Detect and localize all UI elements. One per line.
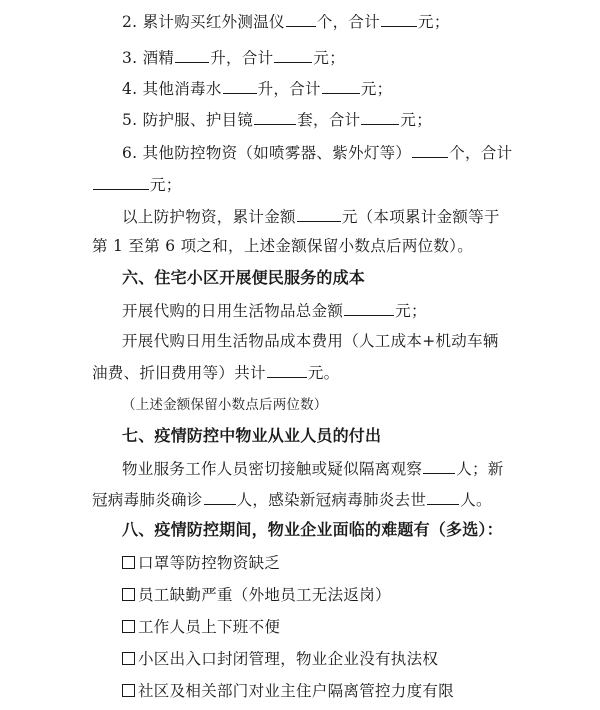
summary-label: 以上防护物资，累计金额 (122, 208, 296, 226)
section7-confirmed-label: 冠病毒肺炎确诊 (92, 491, 203, 509)
item-protective-suit-yuan: 元； (400, 111, 433, 129)
option-label: 小区出入口封闭管理，物业企业没有执法权 (138, 650, 439, 668)
item-protective-suit-unit: 套，合计 (297, 111, 361, 129)
item-alcohol (122, 47, 345, 68)
alcohol-volume-blank[interactable] (175, 47, 209, 63)
section6-cost-line-2 (92, 362, 339, 383)
item-disinfectant-label: 4. 其他消毒水 (122, 80, 222, 98)
summary-amount-blank[interactable] (297, 206, 341, 222)
section6-total-label: 开展代购的日用生活物品总金额 (122, 302, 344, 320)
checkbox[interactable] (122, 620, 135, 633)
other-supplies-count-blank[interactable] (412, 142, 448, 158)
thermometer-amount-blank[interactable] (381, 11, 417, 27)
section7-quarantine-label: 物业服务工作人员密切接触或疑似隔离观察 (122, 460, 423, 478)
section7-deceased-unit: 人。 (460, 491, 492, 509)
option-no-enforcement[interactable] (122, 649, 438, 669)
confirmed-count-blank[interactable] (204, 489, 236, 505)
checkbox[interactable] (122, 684, 135, 697)
summary-note-cont: 第 1 至第 6 项之和，上述金额保留小数点后两位数）。 (92, 237, 474, 255)
item-alcohol-unit: 升，合计 (210, 49, 274, 67)
option-label: 工作人员上下班不便 (138, 618, 281, 636)
section6-cost-yuan: 元。 (307, 364, 340, 382)
item-other-supplies (122, 142, 512, 163)
purchase-total-blank[interactable] (344, 300, 394, 316)
protective-suit-amount-blank[interactable] (361, 109, 399, 125)
alcohol-amount-blank[interactable] (274, 47, 312, 63)
section6-cost-line-1 (122, 331, 499, 351)
section7-line-2 (92, 489, 492, 510)
item-disinfectant (122, 78, 392, 99)
protective-suit-count-blank[interactable] (254, 109, 296, 125)
option-label: 社区及相关部门对业主住户隔离管控力度有限 (138, 682, 455, 700)
item-other-supplies-cont (92, 174, 182, 195)
checkbox[interactable] (122, 556, 135, 569)
checkbox[interactable] (122, 652, 135, 665)
section7-quarantine-unit: 人；新 (456, 460, 504, 478)
option-commute[interactable] (122, 617, 280, 637)
section7-line-1 (122, 458, 504, 479)
item-thermometer-yuan: 元； (418, 13, 450, 31)
summary-line-1 (122, 206, 500, 227)
item-thermometer-unit: 个，合计 (316, 13, 381, 31)
summary-note: 元（本项累计金额等于 (341, 208, 500, 226)
section6-title: 六、住宅小区开展便民服务的成本 (122, 268, 366, 287)
item-other-supplies-label: 6. 其他防控物资（如喷雾器、紫外灯等） (122, 144, 412, 162)
section7-title: 七、疫情防控中物业从业人员的付出 (122, 426, 382, 445)
summary-line-2 (92, 236, 473, 256)
item-thermometer (122, 11, 450, 32)
service-cost-blank[interactable] (267, 362, 307, 378)
checkbox[interactable] (122, 588, 135, 601)
option-mask-shortage[interactable] (122, 553, 280, 573)
section7-deceased-label: 人，感染新冠病毒肺炎去世 (236, 491, 427, 509)
section6-note: （上述金额保留小数点后两位数） (122, 397, 328, 413)
item-other-supplies-yuan: 元； (150, 176, 182, 194)
option-limited-control[interactable] (122, 681, 454, 701)
quarantine-count-blank[interactable] (423, 458, 455, 474)
section6-total-yuan: 元； (395, 302, 427, 320)
option-label: 口罩等防控物资缺乏 (138, 554, 281, 572)
disinfectant-volume-blank[interactable] (223, 78, 257, 94)
item-protective-suit-label: 5. 防护服、护目镜 (122, 111, 254, 129)
option-staff-absence[interactable] (122, 585, 391, 605)
deceased-count-blank[interactable] (427, 489, 459, 505)
section6-total (122, 300, 427, 321)
disinfectant-amount-blank[interactable] (322, 78, 360, 94)
item-thermometer-label: 2. 累计购买红外测温仪 (122, 13, 285, 31)
item-disinfectant-yuan: 元； (360, 80, 393, 98)
item-other-supplies-unit: 个，合计 (449, 144, 513, 162)
item-protective-suit (122, 109, 432, 130)
section8-title: 八、疫情防控期间，物业企业面临的难题有（多选）： (122, 520, 503, 539)
item-alcohol-label: 3. 酒精 (122, 49, 175, 67)
option-label: 员工缺勤严重（外地员工无法返岗） (138, 586, 391, 604)
other-supplies-amount-blank[interactable] (93, 174, 149, 190)
item-disinfectant-unit: 升，合计 (257, 80, 321, 98)
item-alcohol-yuan: 元； (313, 49, 346, 67)
section6-cost-label: 开展代购日用生活物品成本费用（人工成本+机动车辆 (122, 332, 499, 350)
thermometer-count-blank[interactable] (286, 11, 316, 27)
section6-cost-label-cont: 油费、折旧费用等）共计 (92, 364, 266, 382)
